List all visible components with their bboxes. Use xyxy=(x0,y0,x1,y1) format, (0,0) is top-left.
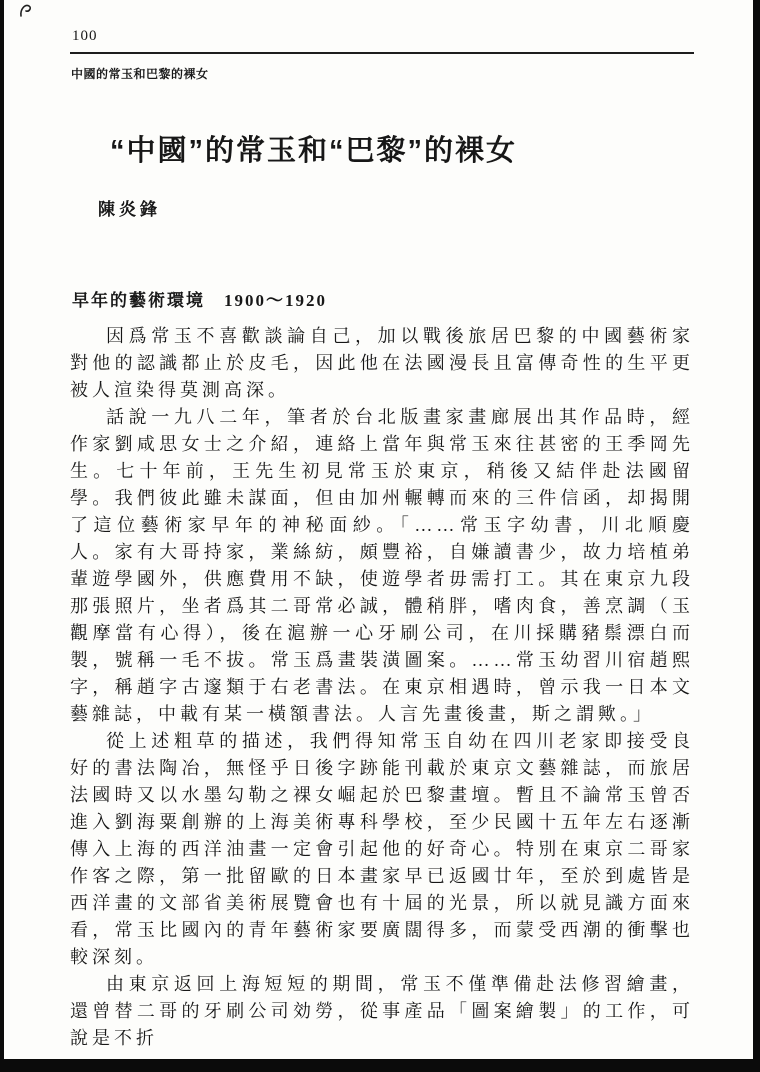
paragraph-3: 從上述粗草的描述，我們得知常玉自幼在四川老家即接受良好的書法陶冶，無怪乎日後字跡能刊載於東京文藝雜誌，而旅居法國時又以水墨勾勒之裸女崛起於巴黎畫壇。暫且不論常玉曾否進入劉海粟創辦的上海美術專科學校，至少民國十五年左右逐漸傳入上海的西洋油畫一定會引起他的好奇心。特別在東京二哥家作客之際，第一批留歐的日本畫家早已返國廿年，至於到處皆是西洋畫的文部省美術展覽會也有十屆的光景，所以就見識方面來看，常玉比國內的青年藝術家要廣闊得多，而蒙受西潮的衝擊也較深刻。 xyxy=(70,731,694,967)
scan-edge-bottom xyxy=(0,1059,760,1072)
page-content xyxy=(70,28,694,1052)
scan-edge-right xyxy=(753,0,760,1072)
paragraph-1: 因爲常玉不喜歡談論自己，加以戰後旅居巴黎的中國藝術家對他的認識都止於皮毛，因此他在法國漫長且富傳奇性的生平更被人渲染得莫測高深。 xyxy=(70,326,694,400)
pen-mark xyxy=(18,2,36,25)
section-heading: 早年的藝術環境 1900～1920 xyxy=(72,291,327,310)
article-title: “中國”的常玉和“巴黎”的裸女 xyxy=(110,135,518,167)
scan-edge-left xyxy=(0,0,4,1072)
running-header: 中國的常玉和巴黎的裸女 xyxy=(71,67,209,81)
page-number: 100 xyxy=(72,28,98,44)
paragraph-4: 由東京返回上海短短的期間，常玉不僅準備赴法修習繪畫，還曾替二哥的牙刷公司効勞，從事產品「圖案繪製」的工作，可說是不折 xyxy=(70,974,694,1048)
article-body xyxy=(70,323,694,1052)
paragraph-2: 話說一九八二年，筆者於台北版畫家畫廊展出其作品時，經作家劉咸思女士之介紹，連絡上當年與常玉來往甚密的王季岡先生。七十年前，王先生初見常玉於東京，稍後又結伴赴法國留學。我們彼此雖未謀面，但由加州輾轉而來的三件信函，却揭開了這位藝術家早年的神秘面紗。「……常玉字幼書，川北順慶人。家有大哥持家，業絲紡，頗豐裕，自嫌讀書少，故力培植弟輩遊學國外，供應費用不缺，使遊學者毋需打工。其在東京九段那張照片，坐者爲其二哥常必誠，體稍胖，嗜肉食，善烹調（玉觀摩當有心得），後在滬辦一心牙刷公司，在川採購豬鬃漂白而製，號稱一毛不拔。常玉爲畫裝潢圖案。……常玉幼習川宿趙熙字，稱趙字古邃類于右老書法。在東京相遇時，曾示我一日本文藝雜誌，中載有某一橫額書法。人言先畫後畫，斯之謂歟。」 xyxy=(70,407,694,724)
header-rule xyxy=(70,52,694,54)
author-name: 陳炎鋒 xyxy=(98,200,161,219)
